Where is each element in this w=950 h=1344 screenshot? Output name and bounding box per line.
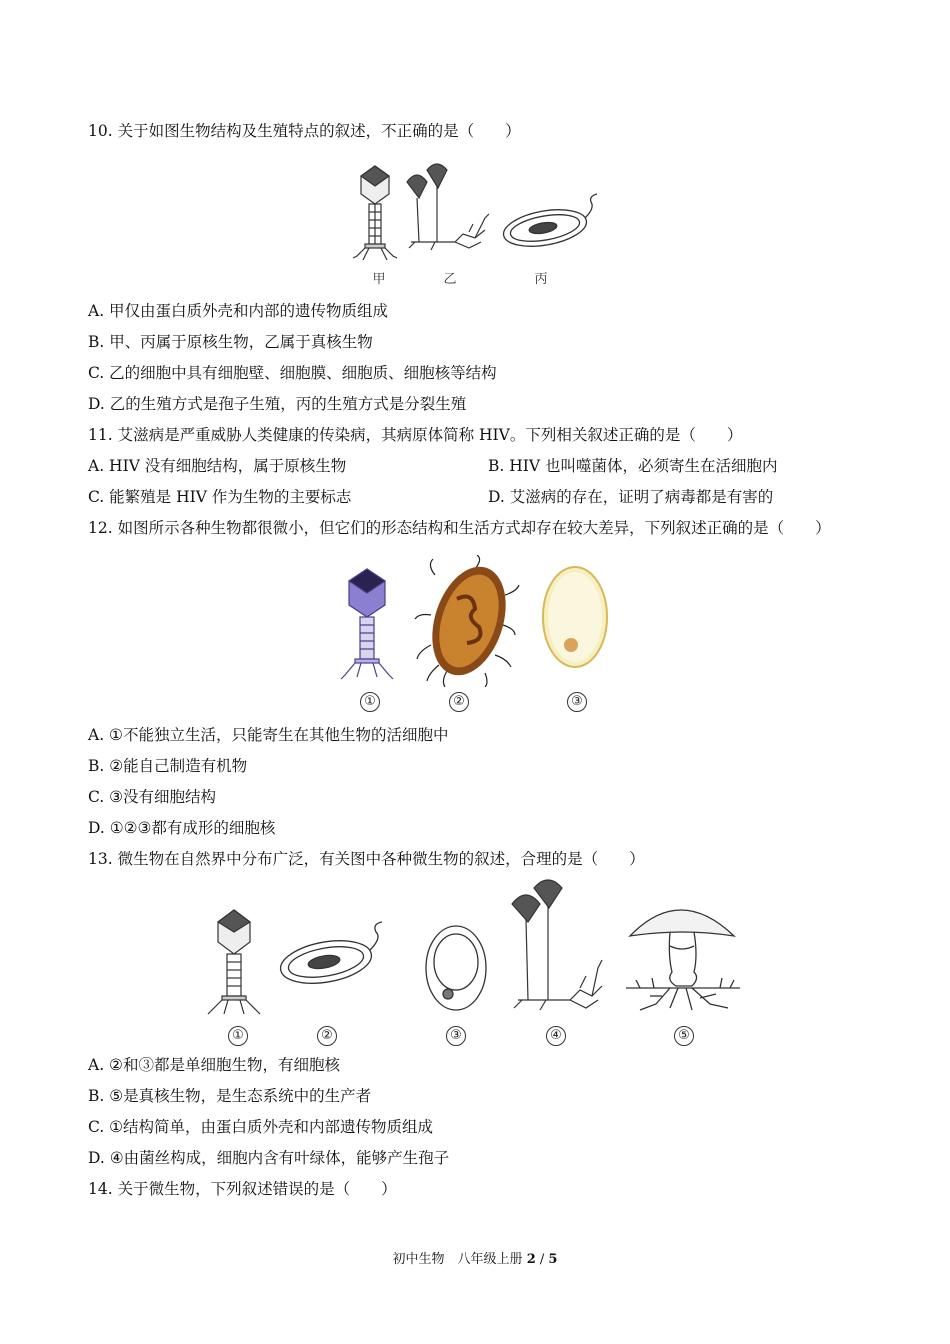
figure-label-3: ③ — [567, 692, 587, 712]
q13-option-b[interactable]: B. ⑤是真核生物，是生态系统中的生产者 — [88, 1087, 372, 1105]
yeast-cell-illustration — [543, 567, 607, 667]
footer-page-number: 2 — [526, 1252, 536, 1267]
figure-q13-microbes — [200, 876, 745, 1024]
q12-option-b[interactable]: B. ②能自己制造有机物 — [88, 757, 248, 775]
q12-option-a[interactable]: A. ①不能独立生活，只能寄生在其他生物的活细胞中 — [88, 726, 449, 744]
question-12-stem: 12. 如图所示各种生物都很微小，但它们的形态结构和生活方式却存在较大差异，下列叙述正确的是（ ） — [88, 519, 831, 537]
q10-option-b[interactable]: B. 甲、丙属于原核生物，乙属于真核生物 — [88, 333, 373, 351]
question-13-stem: 13. 微生物在自然界中分布广泛，有关图中各种微生物的叙述，合理的是（ ） — [88, 850, 645, 868]
page-footer — [0, 1248, 950, 1267]
q10-option-d[interactable]: D. 乙的生殖方式是孢子生殖，丙的生殖方式是分裂生殖 — [88, 395, 467, 413]
question-10-stem: 10. 关于如图生物结构及生殖特点的叙述，不正确的是（ ） — [88, 122, 521, 140]
figure-q10-microbes — [345, 158, 615, 266]
q10-option-a[interactable]: A. 甲仅由蛋白质外壳和内部的遗传物质组成 — [88, 302, 389, 320]
q13-option-a[interactable]: A. ②和③都是单细胞生物，有细胞核 — [88, 1056, 340, 1074]
figure-q12-microbes — [335, 555, 625, 687]
figure-label-1: ① — [228, 1026, 248, 1046]
figure-label-2: ② — [449, 692, 469, 712]
figure-label-2: ② — [317, 1026, 337, 1046]
figure-label-yi: 乙 — [443, 272, 457, 287]
figure-label-1: ① — [360, 692, 380, 712]
figure-label-5: ⑤ — [674, 1026, 694, 1046]
q11-option-d[interactable]: D. 艾滋病的存在，证明了病毒都是有害的 — [488, 488, 774, 506]
footer-total-pages: 5 — [548, 1252, 558, 1267]
q11-option-a[interactable]: A. HIV 没有细胞结构，属于原核生物 — [88, 457, 347, 475]
bacterium-illustration — [501, 194, 597, 252]
mushroom-illustration — [626, 910, 740, 1010]
figure-label-jia: 甲 — [372, 272, 386, 287]
figure-label-3: ③ — [446, 1026, 466, 1046]
figure-label-4: ④ — [546, 1026, 566, 1046]
q11-option-b[interactable]: B. HIV 也叫噬菌体，必须寄生在活细胞内 — [488, 457, 778, 475]
q10-option-c[interactable]: C. 乙的细胞中具有细胞壁、细胞膜、细胞质、细胞核等结构 — [88, 364, 497, 382]
q13-option-d[interactable]: D. ④由菌丝构成，细胞内含有叶绿体，能够产生孢子 — [88, 1149, 450, 1167]
q12-option-c[interactable]: C. ③没有细胞结构 — [88, 788, 217, 806]
question-14-stem: 14. 关于微生物，下列叙述错误的是（ ） — [88, 1180, 397, 1198]
bacteriophage-illustration — [353, 166, 397, 260]
figure-label-bing: 丙 — [534, 272, 548, 287]
q13-option-c[interactable]: C. ①结构简单，由蛋白质外壳和内部遗传物质组成 — [88, 1118, 434, 1136]
yeast-illustration — [426, 926, 486, 1010]
mold-illustration — [407, 164, 489, 250]
bacterium-color-illustration — [415, 555, 519, 687]
q12-option-d[interactable]: D. ①②③都有成形的细胞核 — [88, 819, 276, 837]
mold-illustration — [512, 880, 602, 1010]
bacteriophage-color-illustration — [341, 569, 393, 679]
question-11-stem: 11. 艾滋病是严重威胁人类健康的传染病，其病原体简称 HIV。下列相关叙述正确的是（ ） — [88, 426, 743, 444]
bacterium-illustration — [277, 922, 382, 990]
footer-separator: / — [535, 1252, 549, 1267]
bacteriophage-illustration — [208, 910, 260, 1014]
footer-subject: 初中生物 八年级上册 — [392, 1252, 523, 1267]
q11-option-c[interactable]: C. 能繁殖是 HIV 作为生物的主要标志 — [88, 488, 352, 506]
